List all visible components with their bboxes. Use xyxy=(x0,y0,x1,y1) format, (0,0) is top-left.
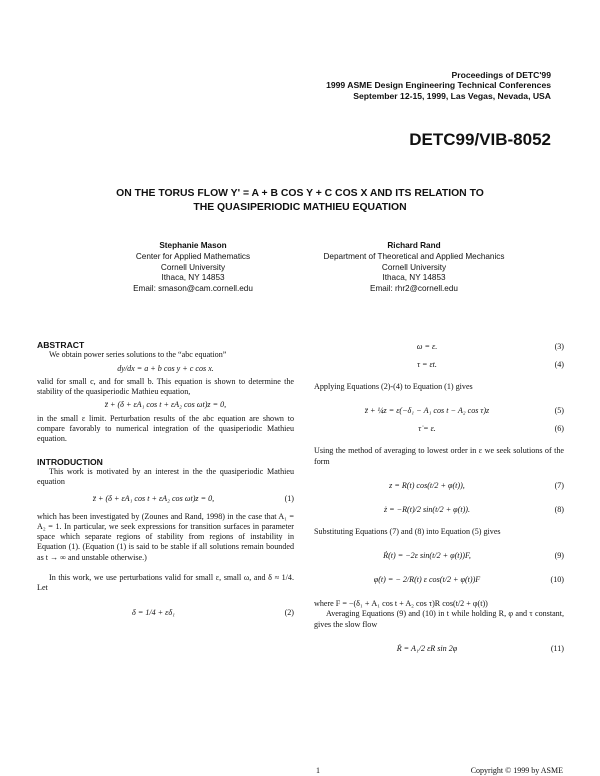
author-name: Richard Rand xyxy=(387,241,441,250)
abstract-paragraph: valid for small c, and for small b. This equation is shown to determine the stability of the quasiperiodic Mathieu equation, xyxy=(37,376,294,397)
body-paragraph: Applying Equations (2)-(4) to Equation (1) gives xyxy=(314,382,473,391)
equation-body: Ṙ = A₁/2 εR sin 2φ xyxy=(396,644,458,654)
intro-paragraph: This work is motivated by an interest in the the quasiperiodic Mathieu equation xyxy=(37,466,294,487)
author-name: Stephanie Mason xyxy=(159,241,227,250)
abstract-paragraph: in the small ε limit. Perturbation results of the abc equation are shown to compare favorably to numerical integration of the quasiperiodic Mathieu equation. xyxy=(37,413,294,444)
equation-10 xyxy=(314,575,564,587)
body-paragraph: where F = −(δ₁ + A₁ cos t + A₂ cos τ)R cos(t/2 + φ(t)) xyxy=(314,599,488,609)
author-affiliation: Cornell University xyxy=(381,262,447,272)
abstract-paragraph: We obtain power series solutions to the “abc equation” xyxy=(49,350,227,360)
equation-1 xyxy=(37,494,294,506)
equation-2 xyxy=(37,608,294,620)
equation-number: (7) xyxy=(554,480,564,490)
equation-3 xyxy=(314,342,564,354)
equation-4 xyxy=(314,360,564,372)
equation-body: φ̇(t) = − 2/R(t) ε cos(t/2 + φ(t))F xyxy=(373,575,481,585)
title-line: THE QUASIPERIODIC MATHIEU EQUATION xyxy=(193,202,407,213)
author-block-2 xyxy=(300,241,528,295)
body-paragraph: Using the method of averaging to lowest order in ε we seek solutions of the form xyxy=(314,446,564,466)
introduction-heading: INTRODUCTION xyxy=(37,456,103,467)
proceedings-line: 1999 ASME Design Engineering Technical Conferences xyxy=(326,80,551,91)
copyright-notice: Copyright © 1999 by ASME xyxy=(470,766,563,775)
equation-number: (6) xyxy=(554,424,564,434)
intro-paragraph: which has been investigated by (Zounes and Rand, 1998) in the case that A₁ = A₂ = 1. In particular, we seek expressions for transition surfaces in parameter space which separate regions of stability from regions of instability in Equation (1). (Equation (1) is said to be stable if all solutions remain bounded as t → ∞ and unstable otherwise.) xyxy=(37,511,294,562)
author-email: Email: smason@cam.cornell.edu xyxy=(133,284,253,294)
author-affiliation: Department of Theoretical and Applied Mechanics xyxy=(323,251,505,261)
intro-paragraph: In this work, we use perturbations valid for small ε, small ω, and δ ≈ 1/4. Let xyxy=(37,573,294,593)
equation-body: ω = ε. xyxy=(416,342,438,351)
equation-body: z = R(t) cos(t/2 + φ(t)), xyxy=(389,480,465,490)
equation-number: (8) xyxy=(554,504,564,514)
author-address: Ithaca, NY 14853 xyxy=(382,273,446,283)
equation-9 xyxy=(314,551,564,563)
equation-number: (10) xyxy=(550,575,564,585)
equation-body: ż = −R(t)/2 sin(t/2 + φ(t)). xyxy=(383,504,471,514)
proceedings-line: Proceedings of DETC'99 xyxy=(451,70,551,80)
author-address: Ithaca, NY 14853 xyxy=(161,273,225,283)
title-line: ON THE TORUS FLOW Y' = A + B COS Y + C COS X AND ITS RELATION TO xyxy=(116,188,484,199)
equation-11 xyxy=(314,644,564,656)
left-column xyxy=(37,340,294,626)
equation-body: z̈ + (δ + εA₁ cos t + εA₂ cos ωt)z = 0, xyxy=(92,493,215,503)
author-email: Email: rhr2@cornell.edu xyxy=(370,284,458,294)
paper-id: DETC99/VIB-8052 xyxy=(409,130,551,149)
abstract-equation: dy/dx = a + b cos y + c cos x. xyxy=(117,363,214,373)
abstract-heading: ABSTRACT xyxy=(37,340,85,350)
abstract-equation: z̈ + (δ + εA₁ cos t + εA₂ cos ωt)z = 0, xyxy=(104,400,227,410)
author-affiliation: Center for Applied Mathematics xyxy=(135,251,251,261)
equation-number: (11) xyxy=(550,644,564,654)
body-paragraph: Substituting Equations (7) and (8) into Equation (5) gives xyxy=(314,526,501,536)
equation-5 xyxy=(314,406,564,418)
equation-body: δ = 1/4 + εδ₁ xyxy=(132,607,175,617)
equation-number: (2) xyxy=(284,607,294,617)
equation-body: Ṙ(t) = −2ε sin(t/2 + φ(t))F, xyxy=(383,551,471,561)
author-affiliation: Cornell University xyxy=(160,262,226,272)
proceedings-line: September 12-15, 1999, Las Vegas, Nevada, USA xyxy=(353,90,551,101)
page-number: 1 xyxy=(316,766,320,775)
equation-body: τ = εt. xyxy=(417,360,437,369)
equation-number: (4) xyxy=(554,360,564,369)
paper-title xyxy=(40,187,560,215)
equation-number: (1) xyxy=(284,493,294,503)
proceedings-header xyxy=(231,70,551,101)
equation-body: τ̇ = ε. xyxy=(418,424,436,434)
equation-number: (3) xyxy=(554,342,564,351)
equation-6 xyxy=(314,424,564,436)
equation-7 xyxy=(314,481,564,493)
body-paragraph: Averaging Equations (9) and (10) in t while holding R, φ and τ constant, gives the slow flow xyxy=(314,609,564,629)
equation-number: (9) xyxy=(554,551,564,561)
equation-number: (5) xyxy=(554,406,564,416)
author-block-1 xyxy=(80,241,306,295)
right-column xyxy=(314,340,564,662)
equation-body: z̈ + ¼z = ε(−δ₁ − A₁ cos t − A₂ cos τ)z xyxy=(364,406,490,416)
equation-8 xyxy=(314,505,564,517)
